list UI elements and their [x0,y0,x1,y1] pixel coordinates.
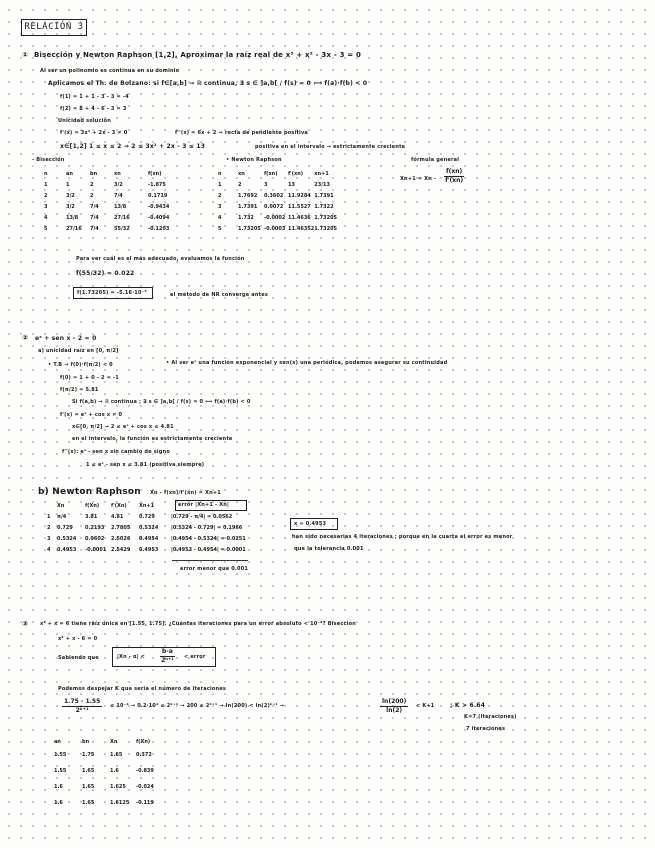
table-cell: 2 [218,192,222,199]
table-cell: 0.2193 [85,524,105,531]
table-cell: 11.4636 [288,214,311,221]
newton-table [218,168,344,234]
k-result: ; K > 6.64 [450,702,486,709]
table-cell: |0.5324 - 0.729| = 0.1966 [171,524,243,531]
bound-2: 1 ≤ eˣ - sen x ≤ 3.81 (positiva siempre) [86,462,205,468]
table-cell: -0.0002 [264,214,286,221]
table-cell: 1.55 [54,768,67,774]
table-cell: 0.729 [139,513,155,520]
exercise-3-number: ③ [22,620,29,628]
table-cell: 1.73205 [238,225,261,232]
table-cell: 1 [66,181,70,188]
eval-bisection: f(55/32) = 0.022 [76,270,135,277]
table-cell: -0.0003 [264,225,286,232]
table-cell: 1.65 [82,784,95,790]
exercise-1-statement: Bisección y Newton Raphson [1,2], Aproximar la raíz real de x³ + x² - 3x - 3 = 0 [34,51,362,59]
table-cell: 0.729 [57,524,73,531]
iter-numerator: 1.75 - 1.55 [64,698,101,705]
continuity-note: • Al ser eˣ una función exponencial y sen(x) una periódica, podemos asegurar su continuidad [166,360,448,366]
table-cell: 0.5324 [57,535,77,542]
table-cell: -0.1203 [148,225,170,232]
table-header: f(Xn) [85,502,100,509]
table-cell: 11.9284 [288,192,311,199]
bound-lhs: |Xn - α| < [117,654,145,660]
table-cell: 1.65 [110,752,123,758]
table-header: n [218,170,222,177]
f-of-1: f(1) = 1 + 1 - 3 - 3 = -4 [60,94,129,100]
bound-denominator: 2ⁿ⁺¹ [161,657,174,664]
formula-fraction [444,168,464,185]
table-row [218,223,344,234]
newton-table-2 [47,500,251,555]
si-line: Si f(a,b) → ℝ continua ; ∃ s ∈ ]a,b[ / f(s) = 0 ⟺ f(a)·f(b) < 0 [72,399,251,405]
table-header: bn [82,738,90,745]
formula-label: fórmula general [411,157,460,163]
error-underline [172,560,248,561]
table-header-row [218,168,344,179]
table-row [47,522,251,533]
table-cell: 4 [47,546,51,553]
table-cell: 7/4 [90,203,99,210]
table-row [54,795,166,811]
table-row [218,179,344,190]
table-cell: 2.7805 [111,524,131,531]
table-header: Xn [110,738,118,745]
table-cell: 4.81 [111,513,124,520]
answer-note-1: han sido necesarias 4 iteraciones ; porque en la cuarta el error es menor [292,534,513,540]
ln-fraction [380,698,408,715]
despejar-note: Podemos despejar K que sería el número de iteraciones [58,686,227,692]
table-header: f(xn) [148,170,162,177]
table-cell: 1.7391 [238,203,258,210]
table-cell: 2 [44,192,48,199]
derivation-chain: ≤ 10⁻⁴ → 0.2·10⁴ ≤ 2ᵏ⁺¹ → 200 ≤ 2ᵏ⁺¹ → ln(200) < ln(2)ᵏ⁺¹ → [110,703,285,709]
table-cell: 1.732 [238,214,254,221]
f-of-pi-half: f(π/2) = 5.81 [60,387,99,393]
table-cell: -0.4094 [148,214,170,221]
interval-bound: x∈[1,2] 1 ≤ x ≤ 2 → 2 ≤ 3x² + 2x - 3 ≤ 13 [60,143,206,150]
table-cell: 27/16 [66,225,82,232]
table-cell: 0.4954 [139,535,159,542]
table-cell: 5 [44,225,48,232]
derivative-2: f'(x) = eˣ + cos x ≠ 0 [60,412,123,418]
table-cell: 1.55 [54,752,67,758]
interval-2: x∈[0, π/2] → 2 ≤ eˣ + cos x ≤ 4.81 [72,424,174,430]
ln-numerator: ln(200) [382,698,407,705]
table-header: f'(xn) [288,170,304,177]
table-cell: 0.372 [136,752,152,758]
table-cell: 2 [238,181,242,188]
table-cell: 1.6 [54,800,63,806]
table-cell: 1 [47,513,51,520]
exercise-3-statement: x² + x = 6 tiene raíz única en [1.55, 1.75]. ¿Cuántas iteraciones para un error absoluto < 10⁻⁴? Bisección [40,621,357,627]
bolzano-line: • T.B → f(0)·f(π/2) < 0 [48,362,113,368]
iter-fraction [62,698,102,715]
table-cell: 1.6 [110,768,119,774]
table-row [54,747,166,763]
second-derivative: f''(x) = 6x + 2 ⇒ recta de pendiente positiva [175,130,309,136]
table-cell: 0.0072 [264,203,284,210]
f-of-0: f(0) = 1 + 0 - 2 = -1 [60,375,119,381]
table-cell: π/4 [57,513,67,520]
table-cell: 7/4 [114,192,123,199]
table-row [44,179,184,190]
table-cell: 1.75 [82,752,95,758]
bound-numerator: b-a [162,648,173,655]
table-cell: 2 [47,524,51,531]
table-row [47,544,251,555]
para-ver: Para ver cuál es el más adecuado, evaluamos la función [76,256,245,262]
error-note: error menor que 0.001 [180,566,249,572]
table-cell: 13/8 [114,203,127,210]
table-cell: 2 [90,192,94,199]
answer-note-2: que la tolerancia 0.001 [294,546,364,552]
table-cell: 3 [44,203,48,210]
bolzano-intro: Al ser un polinomio es continua en su dominio [40,68,180,74]
first-derivative: f'(x) = 3x² + 2x - 3 ≠ 0 [60,130,128,136]
bound-fraction [160,648,175,665]
table-cell: |0.4954 - 0.5324| = 0.0251 [171,535,246,542]
table-cell: 3 [218,203,222,210]
table-cell: 7/4 [90,225,99,232]
table-row [44,212,184,223]
table-cell: 1.7322 [314,203,334,210]
table-cell: 0.5324 [139,524,159,531]
table-cell: 1.6 [54,784,63,790]
table-row [47,511,251,522]
table-cell: 0.4953 [57,546,77,553]
table-row [44,201,184,212]
table-cell: 0.4953 [139,546,159,553]
formula-numerator: f(xn) [446,168,463,175]
biseccion-label: - Bisección [32,157,65,163]
table-row [44,190,184,201]
table-cell [47,500,57,511]
table-row [54,779,166,795]
table-header: an [66,170,73,177]
bound-rhs: < error [184,654,206,660]
unicidad-label: Unicidad solución [58,118,112,124]
table-header: xn+1 [314,170,329,177]
formula-denominator: f'(xn) [445,177,464,184]
error-header: error |Xn+1 - Xn| [178,502,230,508]
formula-lhs: Xn+1 = Xn - [400,176,437,182]
ln-rhs: < K+1 [416,703,435,709]
sabiendo-label: Sabiendo que [58,655,99,661]
iter-denominator: 2ᵏ⁺¹ [75,707,89,714]
table-cell: 27/16 [114,214,130,221]
table-cell: 3/2 [66,192,75,199]
table-header: f'(Xn) [111,502,127,509]
part-a-label: a) unicidad raíz en [0, π/2] [38,348,119,354]
table-cell: 55/32 [114,225,130,232]
table-cell: 1.73205 [314,214,338,221]
table-header: f(xn) [264,170,278,177]
table-cell: 3/2 [114,181,123,188]
table-cell: 13 [288,181,295,188]
part-b-label: b) Newton Raphson [38,487,141,497]
iteration-formula: Xn - f(xn)/f'(xn) = Xn+1 [150,490,221,496]
table-header-row [54,736,166,747]
table-cell: 11.46352 [288,225,315,232]
table-cell: 4 [44,214,48,221]
table-cell: 0.3602 [264,192,284,199]
table-cell: -0.119 [136,800,154,806]
table-cell: 2 [90,181,94,188]
table-cell: 0.1719 [148,192,168,199]
table-header: an [54,738,61,745]
table-cell: -0.024 [136,784,154,790]
bolzano-apply: Aplicamos el Th. de Bolzano: si f∈[a,b] → ℝ continua, ∃ s ∈ ]a,b[ / f(s) = 0 ⟺ f(a)·f(b) < 0 [48,80,368,87]
table-header-row [44,168,184,179]
table-cell: -0.839 [136,768,154,774]
table-cell: 1.73205 [314,225,338,232]
table-cell: 1.7391 [314,192,334,199]
table-cell: 1.6125 [110,800,130,806]
interval-note: positiva en el intervalo → estrictamente creciente [255,144,406,150]
table-header: n [44,170,48,177]
table-cell: 11.5527 [288,203,311,210]
k-iterations: 7 iteraciones [466,726,506,732]
table-cell: 1.625 [110,784,126,790]
table-header: Xn+1 [139,502,155,509]
table-cell: |0.4953 - 0.4954| = 0.0001 [171,546,246,553]
table-cell: 1.65 [82,800,95,806]
table-cell: 4 [218,214,222,221]
table-cell: 1.65 [82,768,95,774]
k-note: K=7 (iteraciones) [464,714,517,720]
exercise-2-statement: eˣ + sen x - 2 = 0 [35,335,97,342]
table-cell: 3 [47,535,51,542]
table-cell: 7/4 [90,214,99,221]
table-cell: -0.9434 [148,203,170,210]
table-cell: 3 [264,181,268,188]
table-row [218,212,344,223]
table-row [54,763,166,779]
table-row [44,223,184,234]
table-row [47,533,251,544]
f-of-2: f(2) = 8 + 4 - 6 - 3 = 3 [60,106,127,112]
second-derivative-2: f''(x): eˣ - sen x sin cambio de signo [62,449,170,455]
table-cell: 2.5026 [111,535,131,542]
table-row [218,190,344,201]
table-cell: |0.729 - π/4| = 0.0562 [171,513,233,520]
table-cell: -1.875 [148,181,166,188]
table-cell: 0.0602 [85,535,105,542]
table-cell: 5 [218,225,222,232]
table-header: f(Xn) [136,738,151,745]
table-cell: 23/13 [314,181,331,188]
table-header: bn [90,170,98,177]
table-cell: 3.81 [85,513,98,520]
table-cell: 1 [44,181,48,188]
table-cell [171,500,251,511]
ln-denominator: ln(2) [386,707,403,714]
table-header-row [47,500,251,511]
biseccion-table-3 [54,736,166,811]
table-cell: 1.7692 [238,192,258,199]
table-cell: 3/2 [66,203,75,210]
answer-value: x ≈ 0.4953 [294,521,327,527]
exercise-2-number: ② [22,334,29,342]
table-cell: 13/8 [66,214,79,221]
eval-newton: f(1.73205) = -5.16·10⁻⁶ [77,290,147,296]
biseccion-table [44,168,184,234]
equation-3: x² + x - 6 = 0 [58,636,98,642]
table-cell: -0.0001 [85,546,107,553]
table-cell: 2.5429 [111,546,131,553]
newton-label: • Newton Raphson [226,157,282,163]
table-row [218,201,344,212]
table-cell: 1 [218,181,222,188]
exercise-1-number: ① [22,51,29,59]
page-title: RELACIÓN 3 [21,19,87,36]
interval-note-2: en el intervalo, la función es estrictamente creciente [72,436,233,442]
table-header: xn [238,170,245,177]
conclusion: el método de NR converge antes [170,292,268,298]
table-header: xn [114,170,121,177]
table-header: Xn [57,502,65,509]
